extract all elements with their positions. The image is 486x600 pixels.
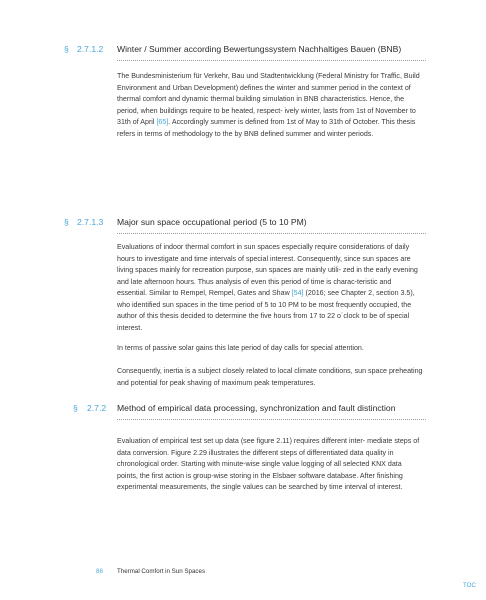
body-paragraph: Evaluations of indoor thermal comfort in sun spaces especially require considerations of daily hours to investigate and time intervals of special interest. Consequently, since sun spaces are living spaces mainly for recreation purpose, sun spaces are mainly utili- zed in the early evening and late afternoon hours. Thus analysis of even this period of time is charac-teristic and essential. Similar to Rempel, Rempel, Gates and Shaw [54] (2016; see Chapter 2, section 3.5), who identified sun spaces in the time period of 5 to 10 PM to be most frequently occupied, the author of this thesis decided to determine the five hours from 17 to 22 o´clock to be of special interest. (117, 243, 418, 332)
page-number: 86 (96, 568, 103, 575)
section-heading (0, 217, 486, 231)
body-paragraph: Consequently, inertia is a subject closely related to local climate conditions, sun space preheating and potential for peak shaving of maximum peak temperatures. (117, 367, 423, 387)
section-title: Winter / Summer according Bewertungssystem Nachhaltiges Bauen (BNB) (117, 44, 402, 54)
section-title: Method of empirical data processing, synchronization and fault distinction (117, 403, 396, 413)
section-number: 2.7.1.2 (77, 44, 104, 54)
toc-link[interactable]: TOC (463, 582, 476, 589)
section-number: 2.7.1.3 (77, 217, 104, 227)
section-title: Major sun space occupational period (5 to 10 PM) (117, 217, 307, 227)
heading-divider (117, 60, 426, 61)
section-heading (0, 44, 486, 58)
body-paragraph: In terms of passive solar gains this late period of day calls for special attention. (117, 344, 364, 352)
body-paragraph: Evaluation of empirical test set up data (see figure 2.11) requires different inter- mediate steps of data conversion. Figure 2.29 illustrates the different steps of differentiated data quality in chronological order. Starting with minute-wise single value logging of all selected KNX data points, the first action is group-wise storing in the Elsbaer software database. After finishing experimental measurements, the single values can be searched by time interval of interest. (117, 437, 420, 492)
section-symbol: § (73, 403, 78, 413)
citation-link[interactable]: [65] (156, 118, 169, 127)
heading-divider (117, 233, 426, 234)
section-number: 2.7.2 (87, 403, 107, 413)
section-heading (0, 403, 486, 417)
heading-divider (117, 419, 426, 420)
body-paragraph: The Bundesministerium für Verkehr, Bau und Stadtentwicklung (Federal Ministry for Traffic, Build Environment and Urban Development) defines the winter and summer period in the context of thermal comfort and dynamic thermal building simulation in BNB characteristics. Hence, the period, when buildings require to be heated, respect- ively winter, lasts from 1st of November to 31th of April [65]. Accordingly summer is defined from 1st of May to 31th of October. This thesis refers in terms of methodology to the by BNB defined summer and winter periods. (117, 72, 420, 138)
section-symbol: § (64, 217, 69, 227)
section-symbol: § (64, 44, 69, 54)
running-title: Thermal Comfort in Sun Spaces (117, 568, 206, 575)
citation-link[interactable]: [54] (291, 289, 304, 298)
